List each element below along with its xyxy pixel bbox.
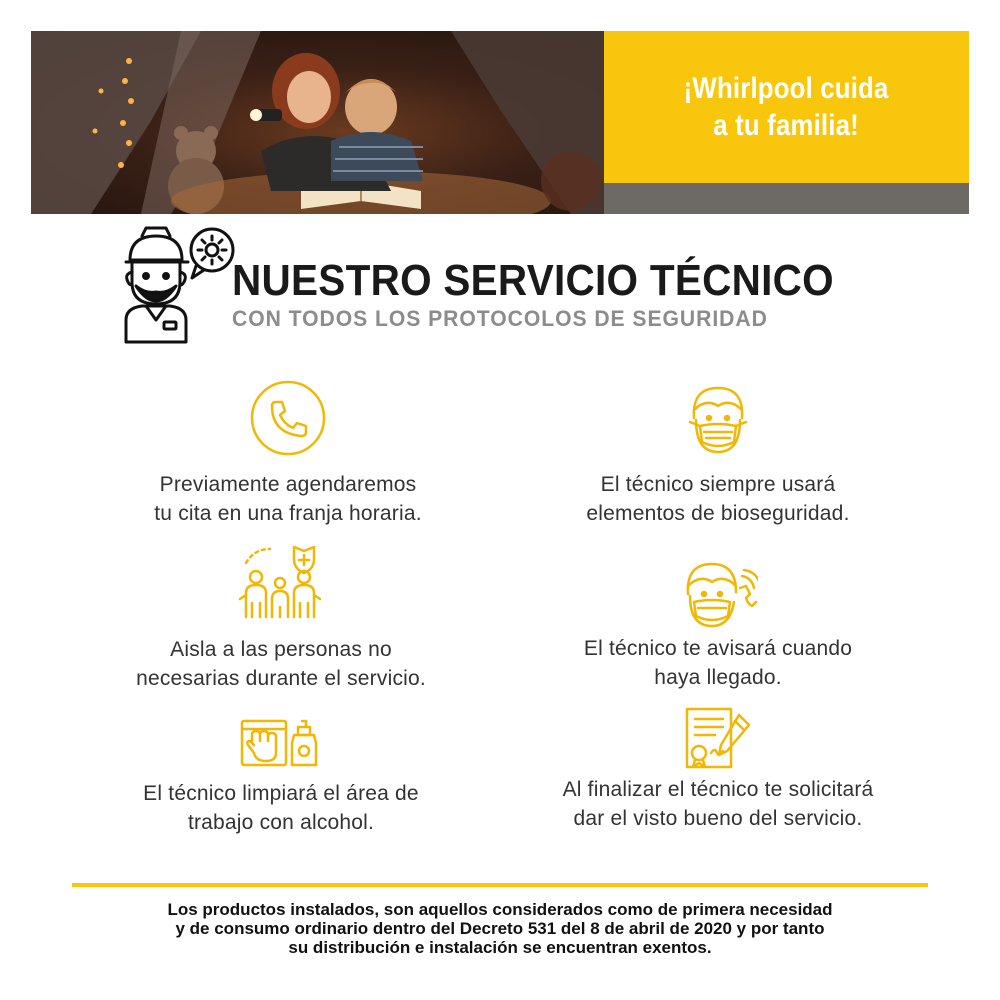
cleaning-glove-bottle-icon xyxy=(236,713,326,769)
family-shield-icon xyxy=(236,543,326,621)
hero-photo xyxy=(31,31,604,214)
slogan-panel xyxy=(604,31,969,183)
page-subtitle: CON TODOS LOS PROTOCOLOS DE SEGURIDAD xyxy=(232,306,768,331)
page-title: NUESTRO SERVICIO TÉCNICO xyxy=(232,256,834,305)
disclaimer-line: Los productos instalados, son aquellos considerados como de primera necesidad xyxy=(167,900,833,919)
footer-divider xyxy=(72,883,928,887)
protocol-text-line: elementos de bioseguridad. xyxy=(586,502,850,525)
protocol-item-approval xyxy=(528,705,908,833)
disclaimer-line: su distribución e instalación se encuentran exentos. xyxy=(288,938,712,957)
protocol-text-line: tu cita en una franja horaria. xyxy=(154,502,422,525)
family-reading-illustration xyxy=(31,31,604,214)
hero-banner xyxy=(31,31,969,214)
signed-document-icon xyxy=(681,705,755,771)
protocol-item-schedule xyxy=(98,380,478,528)
technician-icon xyxy=(112,224,237,349)
banner-gray-strip xyxy=(604,183,969,214)
protocol-text-line: El técnico te avisará cuando xyxy=(583,637,853,660)
protocol-text-line: Al finalizar el técnico te solicitará xyxy=(562,778,874,801)
protocol-item-arrival-notice xyxy=(528,558,908,692)
slogan-line-2: a tu familia! xyxy=(713,109,860,142)
protocol-text-line: necesarias durante el servicio. xyxy=(136,667,426,690)
phone-icon xyxy=(248,380,328,460)
protocol-item-biosecurity xyxy=(528,380,908,528)
protocol-text-line: Previamente agendaremos xyxy=(159,473,417,496)
masked-face-icon xyxy=(678,380,758,460)
masked-face-phone-icon xyxy=(678,558,758,630)
protocol-text-line: trabajo con alcohol. xyxy=(187,811,375,834)
protocol-text-line: El técnico limpiará el área de xyxy=(143,782,419,805)
protocol-item-isolation xyxy=(91,543,471,693)
protocol-text-line: haya llegado. xyxy=(654,666,782,689)
protocol-text-line: Aisla a las personas no xyxy=(170,638,392,661)
legal-disclaimer xyxy=(50,900,950,957)
protocol-text-line: El técnico siempre usará xyxy=(600,473,836,496)
protocol-item-cleaning xyxy=(91,713,471,837)
protocol-text-line: dar el visto bueno del servicio. xyxy=(573,807,863,830)
slogan-line-1: ¡Whirlpool cuida xyxy=(684,72,889,105)
slogan xyxy=(684,70,889,144)
disclaimer-line: y de consumo ordinario dentro del Decreto 531 del 8 de abril de 2020 y por tanto xyxy=(175,919,825,938)
